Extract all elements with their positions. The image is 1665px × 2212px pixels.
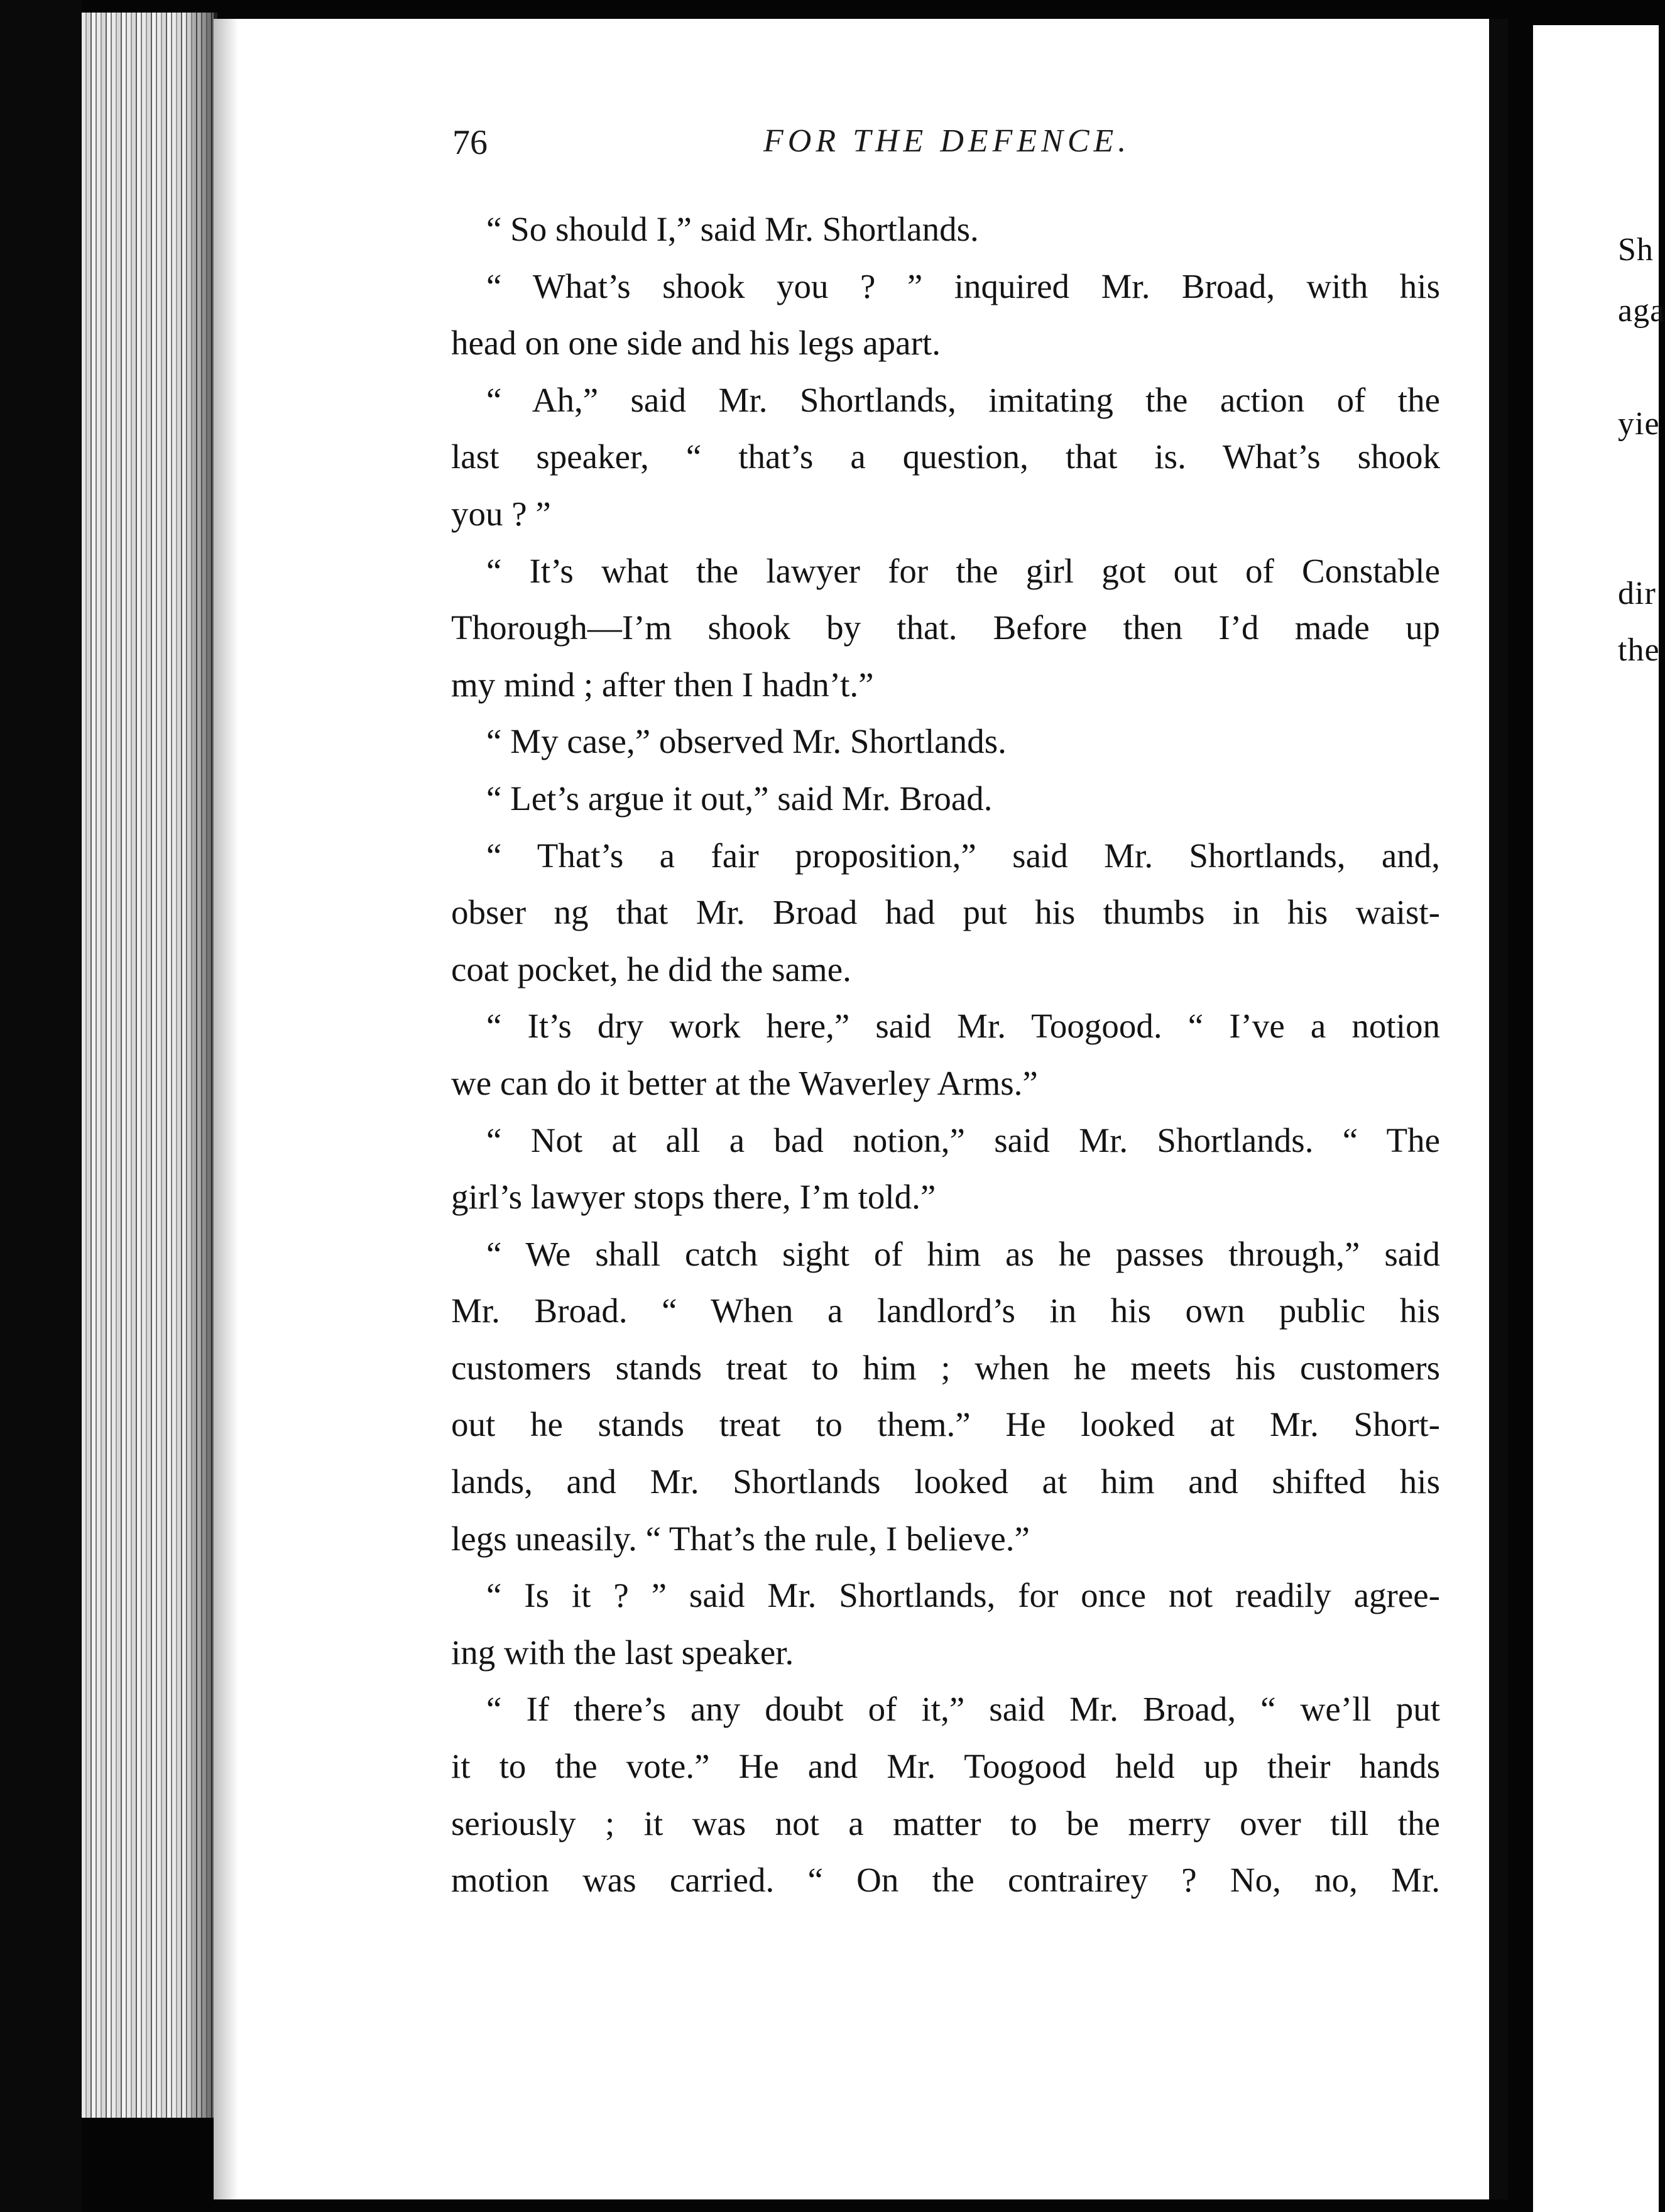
scan-margin-left (0, 0, 82, 2212)
facing-page-fragment: the (1618, 632, 1660, 668)
page-body-text (451, 201, 1440, 1909)
text-line: “ It’s what the lawyer for the girl got out of Constable (486, 551, 1440, 590)
text-line: “ That’s a fair proposition,” said Mr. Shortlands, and, (486, 836, 1440, 875)
text-line: head on one side and his legs apart. (451, 324, 941, 363)
text-line: you ? ” (451, 494, 551, 533)
text-line: “ What’s shook you ? ” inquired Mr. Broad, with his (486, 266, 1440, 305)
text-line: my mind ; after then I hadn’t.” (451, 665, 874, 704)
page-edge-shadow (182, 13, 214, 2118)
text-line: “ It’s dry work here,” said Mr. Toogood. “ I’ve a notion (486, 1007, 1440, 1046)
text-line: we can do it better at the Waverley Arms.” (451, 1063, 1038, 1102)
facing-page-fragment: Sh (1618, 232, 1654, 268)
text-line: legs uneasily. “ That’s the rule, I believe.” (451, 1519, 1030, 1558)
text-line: “ So should I,” said Mr. Shortlands. (486, 210, 979, 248)
text-line: Thorough—I’m shook by that. Before then I’d made up (451, 608, 1440, 647)
text-line: last speaker, “ that’s a question, that is. What’s shook (451, 437, 1440, 476)
text-line: seriously ; it was not a matter to be merry over till the (451, 1804, 1440, 1842)
text-line: “ My case,” observed Mr. Shortlands. (486, 722, 1007, 761)
gutter-shadow (214, 19, 239, 2199)
text-line: Mr. Broad. “ When a landlord’s in his own public his (451, 1291, 1440, 1330)
text-line: “ We shall catch sight of him as he passes through,” said (486, 1234, 1440, 1273)
text-line: ing with the last speaker. (451, 1633, 794, 1672)
text-line: “ Let’s argue it out,” said Mr. Broad. (486, 779, 993, 818)
facing-page-fragment: aga (1618, 293, 1665, 329)
text-line: motion was carried. “ On the contrairey ? No, no, Mr. (451, 1861, 1440, 1900)
text-line: out he stands treat to them.” He looked at Mr. Short- (451, 1405, 1440, 1444)
text-line: coat pocket, he did the same. (451, 950, 851, 988)
text-line: girl’s lawyer stops there, I’m told.” (451, 1178, 936, 1217)
text-line: lands, and Mr. Shortlands looked at him and shifted his (451, 1462, 1440, 1501)
facing-page-fragment: yie (1618, 406, 1660, 442)
text-line: it to the vote.” He and Mr. Toogood held up their hands (451, 1747, 1440, 1786)
text-line: “ If there’s any doubt of it,” said Mr. Broad, “ we’ll put (486, 1690, 1440, 1729)
text-line: “ Ah,” said Mr. Shortlands, imitating the action of the (486, 380, 1440, 419)
text-line: “ Not at all a bad notion,” said Mr. Shortlands. “ The (486, 1120, 1440, 1159)
text-line: obser ng that Mr. Broad had put his thumbs in his waist- (451, 893, 1440, 932)
facing-page (1533, 25, 1659, 2212)
text-line: “ Is it ? ” said Mr. Shortlands, for once not readily agree- (486, 1576, 1440, 1615)
text-line: customers stands treat to him ; when he meets his customers (451, 1348, 1440, 1387)
page-number: 76 (452, 123, 488, 162)
facing-page-fragment: dir (1618, 576, 1656, 611)
running-title: FOR THE DEFENCE. (763, 123, 1131, 159)
